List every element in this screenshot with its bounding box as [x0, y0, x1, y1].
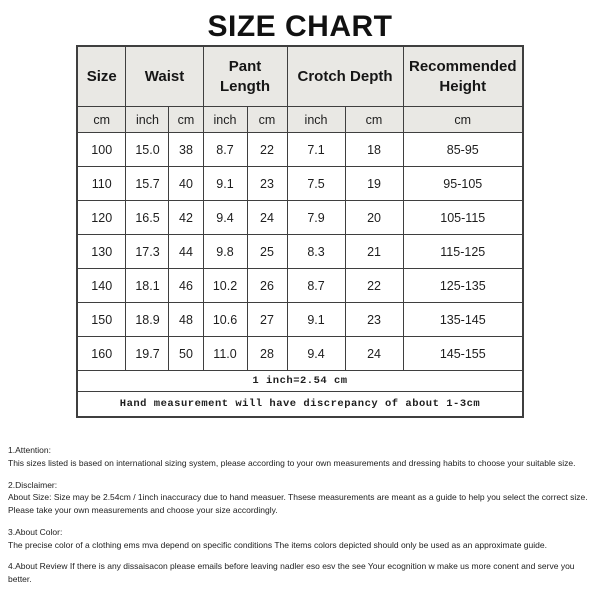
note-item [8, 560, 590, 586]
note-item [8, 479, 590, 517]
table-row [77, 133, 523, 167]
table-cell: 10.6 [203, 303, 247, 337]
table-cell: 100 [77, 133, 126, 167]
table-cell: 22 [247, 133, 287, 167]
table-cell: 20 [345, 201, 403, 235]
unit-cell: cm [345, 107, 403, 133]
table-cell: 7.1 [287, 133, 345, 167]
table-cell: 44 [169, 235, 203, 269]
table-cell: 48 [169, 303, 203, 337]
header-cell: Pant Length [203, 46, 287, 107]
table-cell: 105-115 [403, 201, 523, 235]
table-cell: 9.1 [203, 167, 247, 201]
table-cell: 17.3 [126, 235, 169, 269]
table-cell: 9.1 [287, 303, 345, 337]
table-cell: 19.7 [126, 337, 169, 371]
note-body: This sizes listed is based on international sizing system, please according to your own measurements and dressing habits to choose your suitable size. [8, 457, 576, 468]
table-row [77, 337, 523, 371]
table-cell: 95-105 [403, 167, 523, 201]
note-body: The precise color of a clothing ems mva depend on specific conditions The items colors depicted should only be used as an approximate guide. [8, 539, 547, 550]
table-cell: 160 [77, 337, 126, 371]
header-cell: Recommended Height [403, 46, 523, 107]
table-cell: 120 [77, 201, 126, 235]
size-chart-table [76, 45, 524, 418]
footer-note-row [77, 371, 523, 392]
size-chart-page [0, 12, 600, 586]
table-cell: 25 [247, 235, 287, 269]
note-item [8, 526, 590, 552]
table-cell: 8.7 [287, 269, 345, 303]
table-cell: 40 [169, 167, 203, 201]
note-heading: 1.Attention: [8, 445, 52, 455]
unit-cell: cm [169, 107, 203, 133]
table-cell: 46 [169, 269, 203, 303]
table-cell: 9.8 [203, 235, 247, 269]
units-row [77, 107, 523, 133]
table-cell: 38 [169, 133, 203, 167]
table-cell: 110 [77, 167, 126, 201]
table-cell: 50 [169, 337, 203, 371]
note-heading: 3.About Color: [8, 526, 63, 537]
table-cell: 115-125 [403, 235, 523, 269]
table-cell: 21 [345, 235, 403, 269]
table-row [77, 167, 523, 201]
note-body: About Size: Size may be 2.54cm / 1inch inaccuracy due to hand measuer. Thsese measurements are meant as a guide to help you select the correct size. Please take your own measurements and choose your size accordingly. [8, 492, 588, 515]
table-cell: 140 [77, 269, 126, 303]
table-cell: 23 [247, 167, 287, 201]
unit-cell: inch [126, 107, 169, 133]
note-item [8, 444, 590, 470]
note-heading: 2.Disclaimer: [8, 479, 58, 490]
table-cell: 18.9 [126, 303, 169, 337]
table-row [77, 201, 523, 235]
table-cell: 135-145 [403, 303, 523, 337]
table-cell: 19 [345, 167, 403, 201]
notes-section [8, 444, 590, 586]
table-cell: 42 [169, 201, 203, 235]
footer-note-cell: Hand measurement will have discrepancy of about 1-3cm [77, 392, 523, 418]
table-row [77, 269, 523, 303]
table-cell: 125-135 [403, 269, 523, 303]
table-cell: 27 [247, 303, 287, 337]
table-footer [77, 371, 523, 418]
unit-cell: inch [287, 107, 345, 133]
table-row [77, 303, 523, 337]
table-cell: 145-155 [403, 337, 523, 371]
unit-cell: cm [77, 107, 126, 133]
table-cell: 11.0 [203, 337, 247, 371]
table-cell: 15.7 [126, 167, 169, 201]
table-cell: 7.5 [287, 167, 345, 201]
table-cell: 8.7 [203, 133, 247, 167]
table-cell: 24 [247, 201, 287, 235]
unit-cell: cm [247, 107, 287, 133]
table-cell: 26 [247, 269, 287, 303]
table-cell: 9.4 [203, 201, 247, 235]
table-cell: 130 [77, 235, 126, 269]
header-cell: Waist [126, 46, 203, 107]
table-cell: 8.3 [287, 235, 345, 269]
footer-note-cell: 1 inch=2.54 cm [77, 371, 523, 392]
header-cell: Size [77, 46, 126, 107]
table-cell: 22 [345, 269, 403, 303]
table-cell: 9.4 [287, 337, 345, 371]
table-row [77, 235, 523, 269]
table-cell: 18.1 [126, 269, 169, 303]
page-title: SIZE CHART [207, 10, 393, 43]
table-cell: 10.2 [203, 269, 247, 303]
footer-note-row [77, 392, 523, 418]
table-body [77, 133, 523, 371]
table-cell: 18 [345, 133, 403, 167]
table-cell: 28 [247, 337, 287, 371]
table-cell: 16.5 [126, 201, 169, 235]
table-cell: 23 [345, 303, 403, 337]
unit-cell: inch [203, 107, 247, 133]
unit-cell: cm [403, 107, 523, 133]
header-cell: Crotch Depth [287, 46, 403, 107]
table-cell: 24 [345, 337, 403, 371]
header-row [77, 46, 523, 107]
table-cell: 85-95 [403, 133, 523, 167]
table-cell: 15.0 [126, 133, 169, 167]
table-cell: 150 [77, 303, 126, 337]
table-cell: 7.9 [287, 201, 345, 235]
note-body: 4.About Review If there is any dissaisacon please emails before leaving nadler eso esv the see Your ecognition w make us more conent and serve you better. [8, 561, 575, 584]
